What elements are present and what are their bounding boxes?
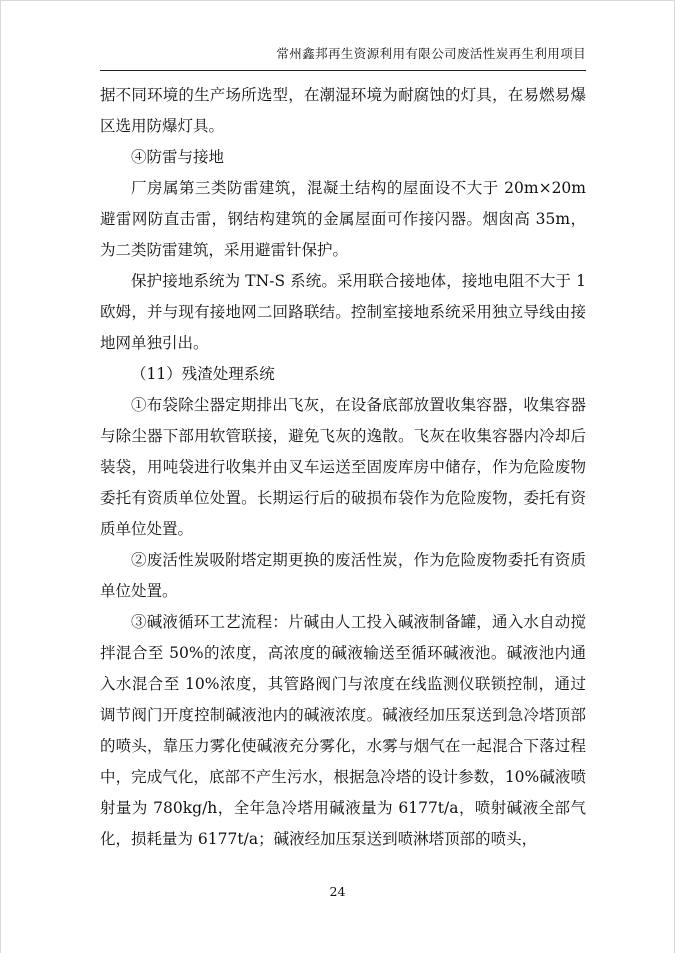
document-body (100, 80, 586, 855)
paragraph: 保护接地系统为 TN-S 系统。采用联合接地体，接地电阻不大于 1 欧姆，并与现有接地网二回路联结。控制室接地系统采用独立导线由接地网单独引出。 (100, 272, 586, 352)
header-title: 常州鑫邦再生资源利用有限公司废活性炭再生利用项目 (276, 46, 586, 61)
page-number: 24 (329, 884, 346, 899)
paragraph: ②废活性炭吸附塔定期更换的废活性炭，作为危险废物委托有资质单位处置。 (100, 551, 586, 600)
page-border (0, 0, 1, 953)
paragraph: 厂房属第三类防雷建筑，混凝土结构的屋面设不大于 20m×20m 避雷网防直击雷，钢结构建筑的金属屋面可作接闪器。烟囱高 35m，为二类防雷建筑，采用避雷针保护。 (100, 179, 586, 259)
section-heading: （11）残渣处理系统 (131, 365, 275, 383)
page-border (0, 0, 675, 1)
paragraph: ①布袋除尘器定期排出飞灰，在设备底部放置收集容器，收集容器与除尘器下部用软管联接，避免飞灰的逸散。飞灰在收集容器内冷却后装袋，用吨袋进行收集并由叉车运送至固废库房中储存，作为危险废物委托有资质单位处置。长期运行后的破损布袋作为危险废物，委托有资质单位处置。 (100, 396, 586, 538)
paragraph: 据不同环境的生产场所选型，在潮湿环境为耐腐蚀的灯具，在易燃易爆区选用防爆灯具。 (100, 86, 586, 135)
running-header (100, 46, 586, 71)
section-heading: ④防雷与接地 (131, 148, 225, 166)
paragraph: ③碱液循环工艺流程：片碱由人工投入碱液制备罐，通入水自动搅拌混合至 50%的浓度，高浓度的碱液输送至循环碱液池。碱液池内通入水混合至 10%浓度，其管路阀门与浓度在线监测仪联锁控制，通过调节阀门开度控制碱液池内的碱液浓度。碱液经加压泵送到急冷塔顶部的喷头，靠压力雾化使碱液充分雾化，水雾与烟气在一起混合下落过程中，完成气化，底部不产生污水，根据急冷塔的设计参数，10%碱液喷射量为 780kg/h，全年急冷塔用碱液量为 6177t/a，喷射碱液全部气化，损耗量为 6177t/a；碱液经加压泵送到喷淋塔顶部的喷头， (100, 613, 586, 848)
